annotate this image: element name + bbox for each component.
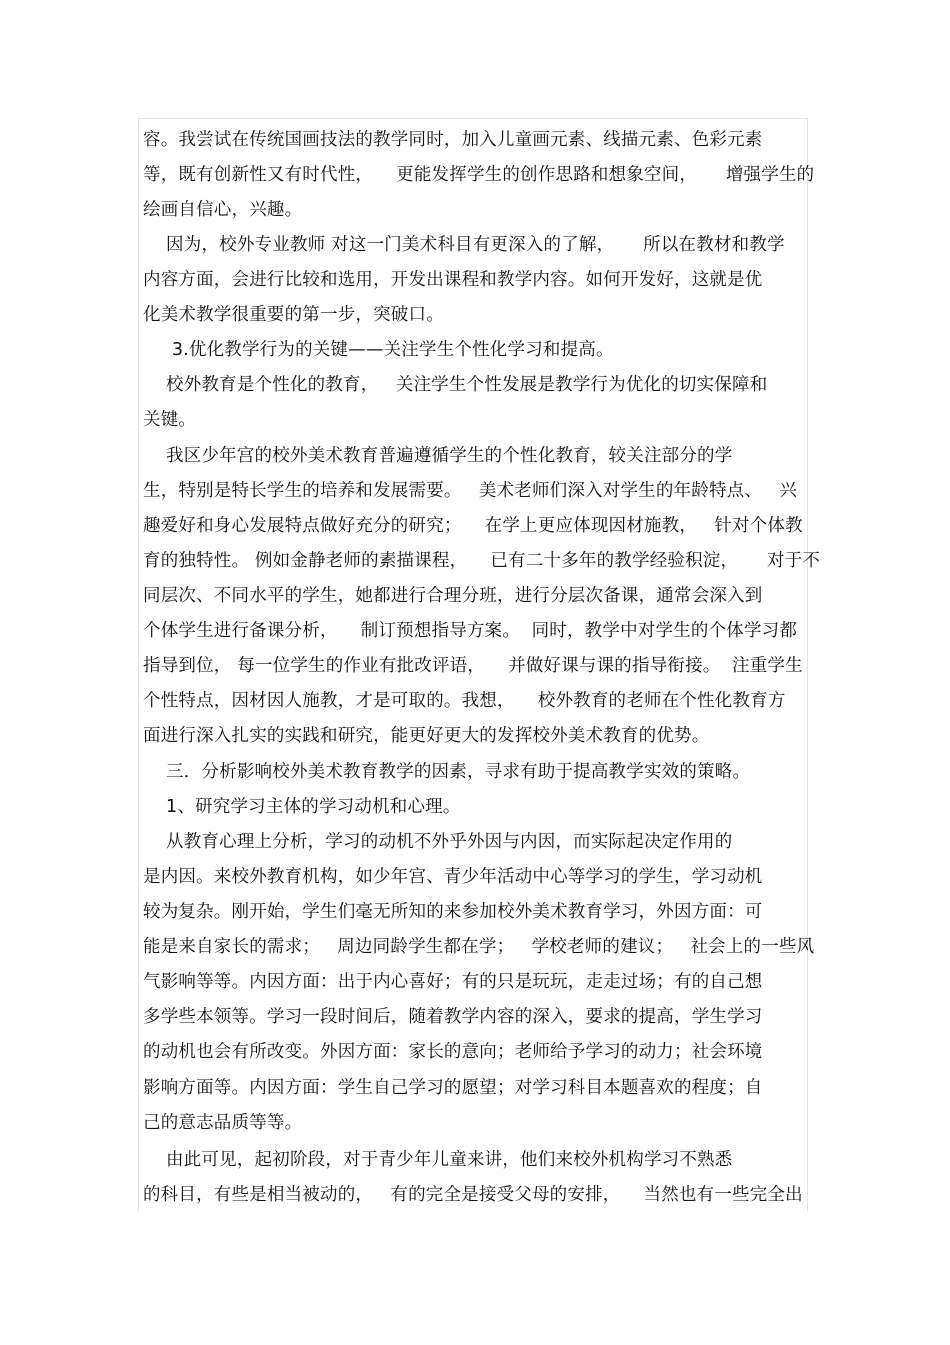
text-line: 生，特别是特长学生的培养和发展需要。 美术老师们深入对学生的年龄特点、 兴 (143, 481, 798, 501)
text-line: 由此可见，起初阶段，对于青少年儿童来讲，他们来校外机构学习不熟悉 (143, 1150, 733, 1170)
text-line: 气影响等等。内因方面：出于内心喜好；有的只是玩玩，走走过场；有的自己想 (143, 972, 763, 992)
text-line: 同层次、不同水平的学生，她都进行合理分班，进行分层次备课，通常会深入到 (143, 586, 763, 606)
text-line: 校外教育是个性化的教育， 关注学生个性发展是教学行为优化的切实保障和 (143, 375, 768, 395)
text-line: 关键。 (143, 410, 197, 430)
text-line: 是内因。来校外教育机构，如少年宫、青少年活动中心等学习的学生，学习动机 (143, 867, 763, 887)
text-line: 个性特点，因材因人施教，才是可取的。我想， 校外教育的老师在个性化教育方 (143, 691, 786, 711)
text-line: 容。我尝试在传统国画技法的教学同时，加入儿童画元素、线描元素、色彩元素 (143, 130, 763, 150)
text-line: 指导到位， 每一位学生的作业有批改评语， 并做好课与课的指导衔接。 注重学生 (143, 656, 803, 676)
text-line: 绘画自信心，兴趣。 (143, 200, 303, 220)
text-line: 的科目，有些是相当被动的， 有的完全是接受父母的安排， 当然也有一些完全出 (143, 1185, 803, 1205)
section-heading: 3.优化教学行为的关键——关注学生个性化学习和提高。 (143, 340, 614, 360)
text-line: 从教育心理上分析，学习的动机不外乎外因与内因，而实际起决定作用的 (143, 832, 733, 852)
text-line: 面进行深入扎实的实践和研究，能更好更大的发挥校外美术教育的优势。 (143, 726, 710, 746)
text-line: 能是来自家长的需求； 周边同龄学生都在学； 学校老师的建议； 社会上的一些风 (143, 937, 815, 957)
text-line: 化美术教学很重要的第一步，突破口。 (143, 305, 444, 325)
text-line: 个体学生进行备课分析， 制订预想指导方案。 同时，教学中对学生的个体学习都 (143, 621, 798, 641)
text-line: 等，既有创新性又有时代性， 更能发挥学生的创作思路和想象空间， 增强学生的 (143, 165, 815, 185)
text-line: 我区少年宫的校外美术教育普遍遵循学生的个性化教育，较关注部分的学 (143, 446, 733, 466)
text-line: 因为，校外专业教师 对这一门美术科目有更深入的了解， 所以在教材和教学 (143, 235, 785, 255)
text-line: 育的独特性。 例如金静老师的素描课程， 已有二十多年的教学经验积淀， 对于不 (143, 551, 821, 571)
text-line: 趣爱好和身心发展特点做好充分的研究； 在学上更应体现因材施教， 针对个体教 (143, 516, 803, 536)
text-line: 较为复杂。刚开始，学生们毫无所知的来参加校外美术教育学习，外因方面：可 (143, 902, 763, 922)
text-line: 的动机也会有所改变。外因方面：家长的意向；老师给予学习的动力；社会环境 (143, 1042, 763, 1062)
text-line: 内容方面，会进行比较和选用，开发出课程和教学内容。如何开发好，这就是优 (143, 270, 763, 290)
section-heading: 1、研究学习主体的学习动机和心理。 (143, 797, 461, 817)
section-heading: 三．分析影响校外美术教育教学的因素，寻求有助于提高教学实效的策略。 (143, 762, 751, 782)
text-line: 影响方面等。内因方面：学生自己学习的愿望；对学习科目本题喜欢的程度；自 (143, 1078, 763, 1098)
text-line: 己的意志品质等等。 (143, 1113, 303, 1133)
text-line: 多学些本领等。学习一段时间后，随着教学内容的深入，要求的提高，学生学习 (143, 1007, 763, 1027)
